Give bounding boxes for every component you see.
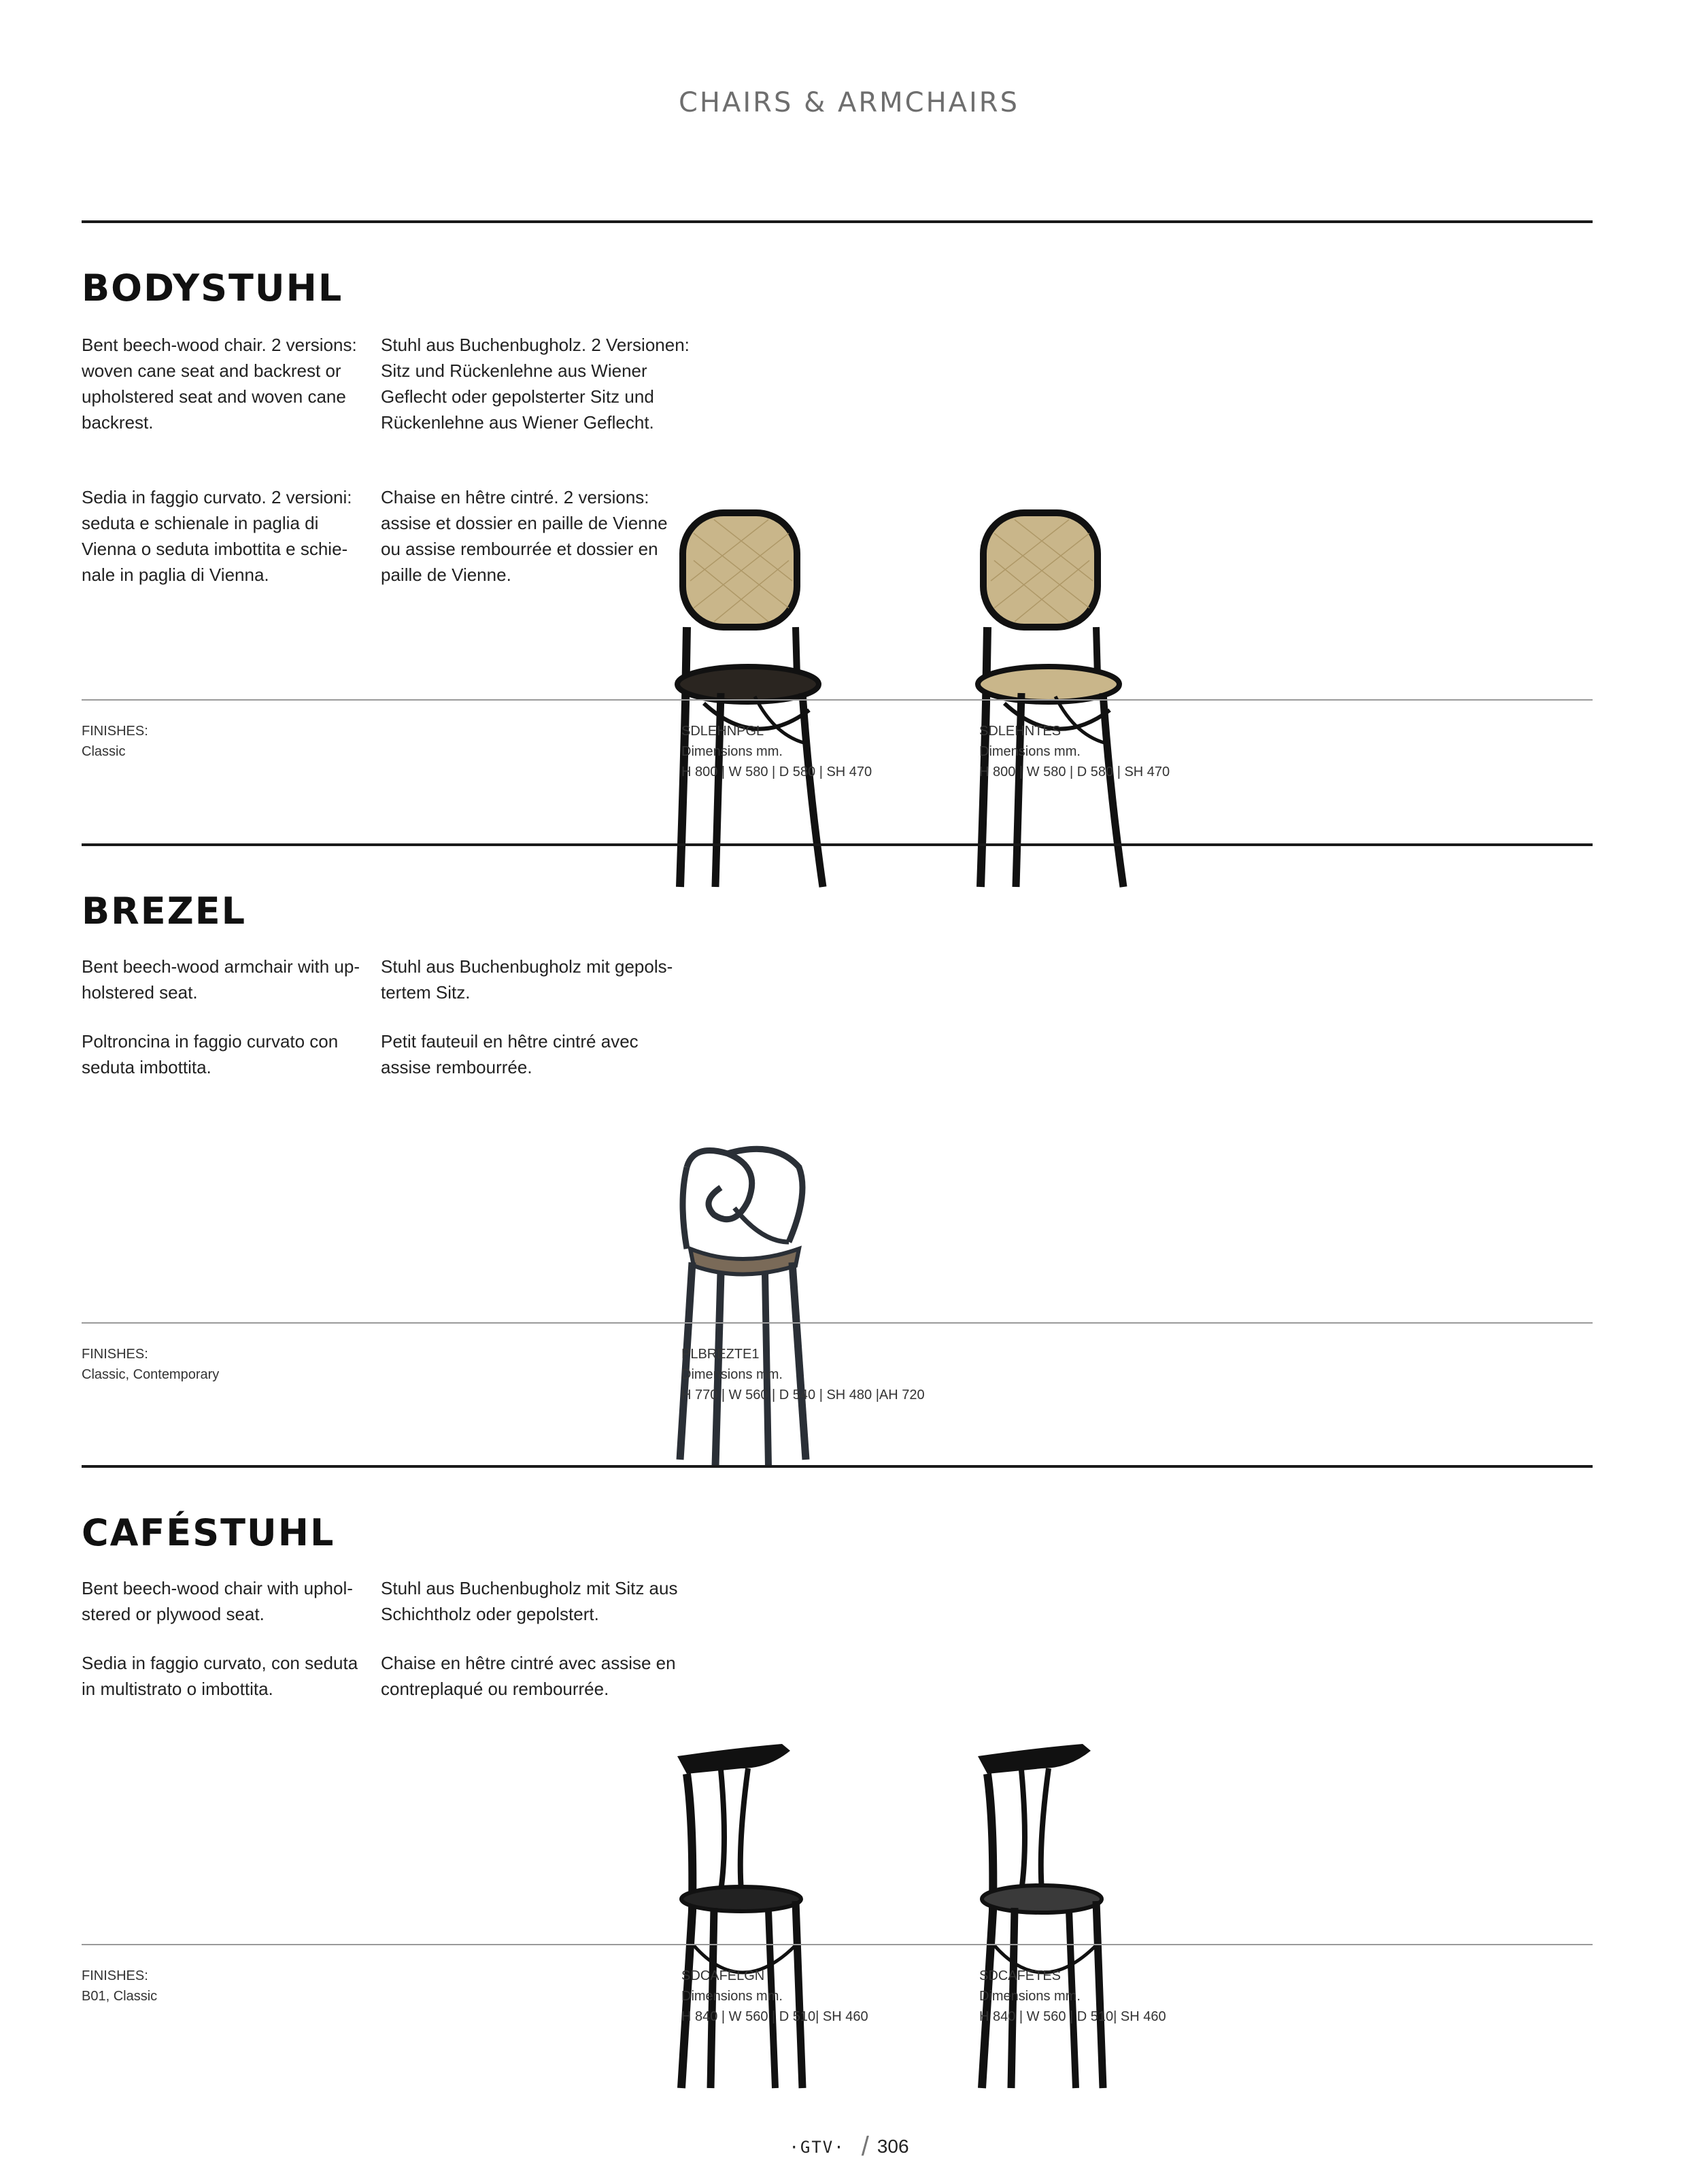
section-divider <box>82 843 1593 846</box>
product-title: BREZEL <box>82 890 247 933</box>
description-it: Poltroncina in faggio curvato con seduta imbottita. <box>82 1031 339 1077</box>
bentwood-armchair-icon <box>673 1140 816 1480</box>
description-de: Stuhl aus Buchenbugholz. 2 Versionen: Sitz und Rückenlehne aus Wiener Geflecht oder gepolsterter Sitz und Rückenlehne aus Wiener Geflecht. <box>381 335 690 433</box>
finishes-block: FINISHES: Classic, Contemporary <box>82 1347 220 1382</box>
description-en: Bent beech-wood armchair with up- holstered seat. <box>82 956 360 1003</box>
description-fr: Chaise en hêtre cintré. 2 versions: assise et dossier en paille de Vienne ou assise rembourrée et dossier en paille de Vienne. <box>381 487 668 585</box>
variant-spec: SDCAFETES Dimensions mm. H 840 | W 560 | D 510| SH 460 <box>979 1966 1166 2027</box>
page-footer <box>0 2129 1698 2160</box>
product-code: SDCAFELGN <box>681 1968 765 1983</box>
spec-divider <box>82 1944 1593 1945</box>
dimensions: H 840 | W 560 | D 510| SH 460 <box>979 2009 1166 2024</box>
variant-spec: SDLEHNTES Dimensions mm. H 800 | W 580 | D 580 | SH 470 <box>979 721 1170 782</box>
description-fr: Chaise en hêtre cintré avec assise en contreplaqué ou rembourrée. <box>381 1653 676 1699</box>
cane-back-chair-icon <box>974 506 1137 907</box>
product-code: PLBREZTE1 <box>681 1347 760 1362</box>
dimensions: H 840 | W 560 | D 510| SH 460 <box>681 2009 868 2024</box>
variant-spec: SDLEHNPGL Dimensions mm. H 800 | W 580 | D 580 | SH 470 <box>681 721 872 782</box>
dimensions: H 800 | W 580 | D 580 | SH 470 <box>979 765 1170 779</box>
description-it: Sedia in faggio curvato, con seduta in multistrato o imbottita. <box>82 1653 358 1699</box>
cane-back-chair-icon <box>673 506 836 907</box>
product-code: SDLEHNPGL <box>681 724 764 739</box>
product-code: SDLEHNTES <box>979 724 1062 739</box>
section-divider <box>82 220 1593 223</box>
separator: / <box>861 2132 869 2162</box>
variant-spec: SDCAFELGN Dimensions mm. H 840 | W 560 | D 510| SH 460 <box>681 1966 868 2027</box>
product-title: BODYSTUHL <box>82 267 343 309</box>
description-en: Bent beech-wood chair with uphol- stered or plywood seat. <box>82 1578 353 1624</box>
description-en: Bent beech-wood chair. 2 versions: woven cane seat and backrest or upholstered seat and woven cane backrest. <box>82 335 357 433</box>
cafe-chair-icon <box>673 1741 816 2102</box>
description-fr: Petit fauteuil en hêtre cintré avec assise rembourrée. <box>381 1031 639 1077</box>
product-title: CAFÉSTUHL <box>82 1511 335 1554</box>
description-de: Stuhl aus Buchenbugholz mit gepols- tertem Sitz. <box>381 956 673 1003</box>
spec-divider <box>82 1322 1593 1324</box>
cafe-chair-icon <box>974 1741 1117 2102</box>
finishes-block: FINISHES: B01, Classic <box>82 1968 158 2004</box>
description-de: Stuhl aus Buchenbugholz mit Sitz aus Schichtholz oder gepolstert. <box>381 1578 678 1624</box>
page-category-title: CHAIRS & ARMCHAIRS <box>679 87 1019 118</box>
dimensions: H 800 | W 580 | D 580 | SH 470 <box>681 765 872 779</box>
variant-spec: PLBREZTE1 Dimensions mm. H 770 | W 560 | D 540 | SH 480 |AH 720 <box>681 1344 925 1405</box>
product-code: SDCAFETES <box>979 1968 1062 1983</box>
brand-logo: ·GTV· <box>789 2138 845 2157</box>
description-it: Sedia in faggio curvato. 2 versioni: seduta e schienale in paglia di Vienna o seduta imbottita e schie- nale in paglia di Vienna. <box>82 487 352 585</box>
dimensions: H 770 | W 560 | D 540 | SH 480 |AH 720 <box>681 1388 925 1402</box>
section-divider <box>82 1465 1593 1468</box>
spec-divider <box>82 699 1593 701</box>
page-number: 306 <box>877 2136 909 2157</box>
finishes-block: FINISHES: Classic <box>82 724 148 759</box>
